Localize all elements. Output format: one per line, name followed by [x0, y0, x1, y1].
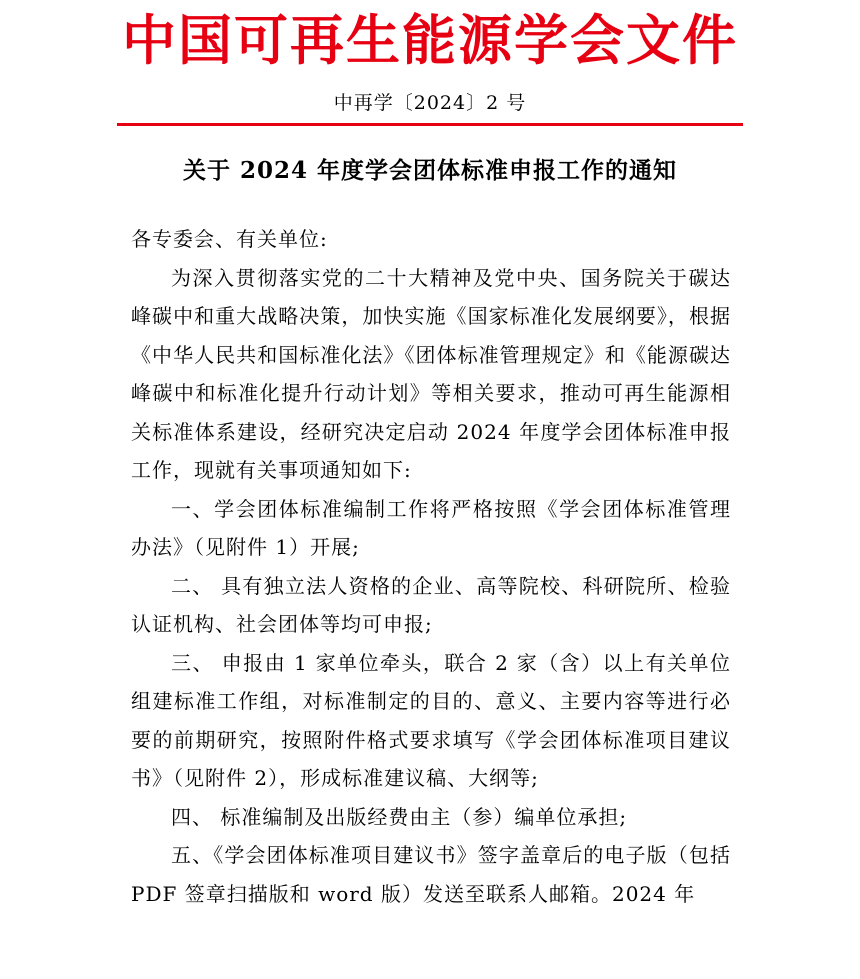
paragraph-item-5: 五、《学会团体标准项目建议书》签字盖章后的电子版（包括 PDF 签章扫描版和 word 版）发送至联系人邮箱。2024 年 [131, 843, 731, 906]
paragraph-intro: 为深入贯彻落实党的二十大精神及党中央、国务院关于碳达峰碳中和重大战略决策，加快实施《国家标准化发展纲要》，根据《中华人民共和国标准化法》《团体标准管理规定》和《能源碳达峰碳中和标准化提升行动计划》等相关要求，推动可再生能源相关标准体系建设，经研究决定启动 2024 年度学会团体标准申报工作，现就有关事项通知如下: [131, 265, 731, 482]
red-header-rule [117, 123, 743, 126]
paragraph-item-3: 三、 申报由 1 家单位牵头，联合 2 家（含）以上有关单位组建标准工作组，对标准制定的目的、意义、主要内容等进行必要的前期研究，按照附件格式要求填写《学会团体标准项目建议书》（见附件 2），形成标准建议稿、大纲等; [131, 650, 731, 790]
document-body [131, 220, 731, 913]
organization-header: 中国可再生能源学会文件 [122, 8, 738, 72]
salutation: 各专委会、有关单位: [131, 227, 328, 251]
paragraph-item-1: 一、学会团体标准编制工作将严格按照《学会团体标准管理办法》（见附件 1）开展; [131, 496, 731, 559]
document-title: 关于 2024 年度学会团体标准申报工作的通知 [182, 157, 678, 184]
paragraph-item-2: 二、 具有独立法人资格的企业、高等院校、科研院所、检验认证机构、社会团体等均可申报; [131, 573, 731, 636]
paragraph-item-4: 四、 标准编制及出版经费由主（参）编单位承担; [171, 804, 628, 829]
document-number: 中再学〔2024〕2 号 [333, 92, 527, 114]
